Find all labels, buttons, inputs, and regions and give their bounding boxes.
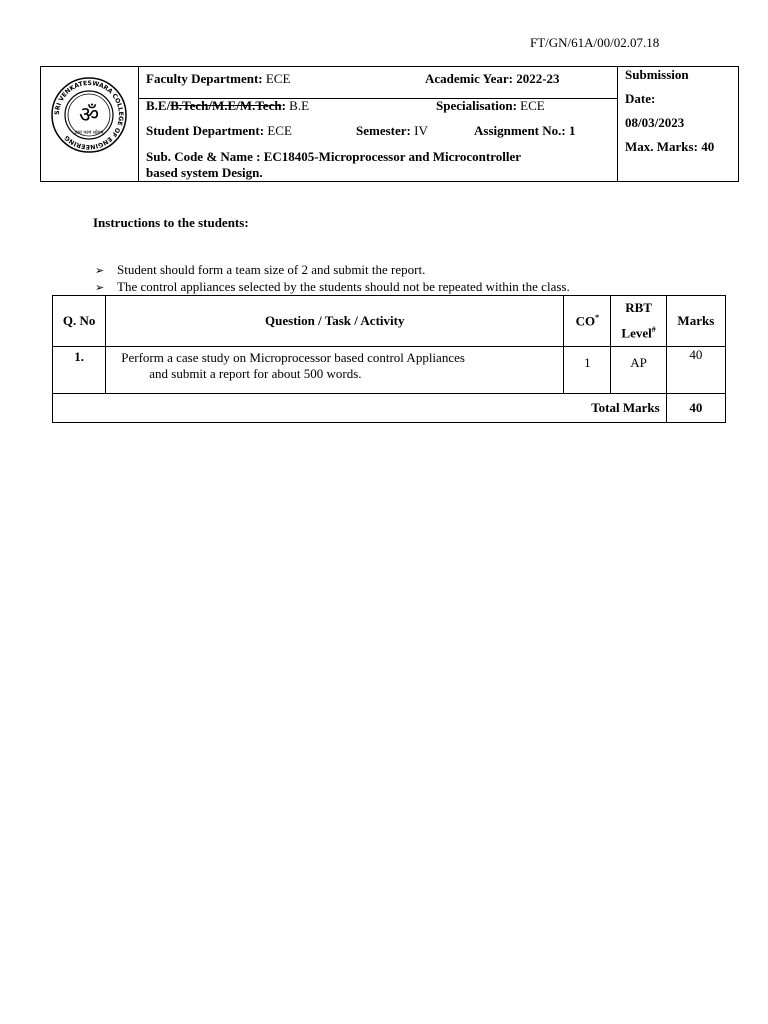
total-value: 40	[666, 394, 725, 423]
degree-value: B.E	[289, 98, 310, 113]
semester-value: IV	[414, 123, 428, 138]
assignment-number-label: Assignment No.:	[474, 123, 566, 138]
question-table	[52, 295, 726, 423]
header-rbt-level	[611, 296, 666, 347]
logo-motto: ज्ञानं परमं ध्येयम्	[74, 130, 104, 136]
subject-value-line1: EC18405-Microprocessor and Microcontroller	[263, 149, 522, 164]
max-marks-value: 40	[701, 139, 715, 154]
assignment-number-value: 1	[568, 123, 576, 138]
college-logo-icon	[50, 76, 128, 154]
cell-marks: 40	[666, 347, 725, 394]
academic-year-value: 2022-23	[516, 71, 560, 86]
header-qno: Q. No	[53, 296, 106, 347]
faculty-department-value: ECE	[265, 71, 291, 86]
student-department-label: Student Department:	[146, 123, 265, 138]
student-department	[146, 123, 292, 139]
specialisation-value: ECE	[520, 98, 545, 113]
header-rbt-level-label: Level	[621, 325, 652, 341]
subject-value-line2: based system Design.	[146, 165, 263, 180]
header-rbt-superscript: #	[651, 325, 656, 335]
faculty-department-label: Faculty Department:	[146, 71, 263, 86]
instruction-item	[95, 262, 425, 278]
submission-label-1: Submission	[625, 67, 689, 82]
header-co-label: CO	[575, 313, 596, 329]
cell-co: 1	[564, 347, 611, 394]
subject	[146, 149, 521, 165]
academic-year	[425, 71, 560, 87]
header-co	[564, 296, 611, 347]
specialisation	[436, 98, 545, 114]
arrow-bullet-icon: ➢	[95, 264, 105, 277]
instruction-item	[95, 279, 570, 295]
instruction-text: Student should form a team size of 2 and submit the report.	[117, 262, 426, 277]
subject-label: Sub. Code & Name :	[146, 149, 261, 164]
header-right-divider	[617, 66, 618, 182]
student-department-value: ECE	[267, 123, 292, 138]
semester	[356, 123, 428, 139]
cell-qno: 1.	[53, 347, 106, 394]
submission-date: 08/03/2023	[625, 115, 685, 130]
header-marks: Marks	[666, 296, 725, 347]
degree-separator: :	[281, 98, 286, 113]
assignment-number	[474, 123, 575, 139]
table-header-row	[53, 296, 726, 347]
total-label: Total Marks	[53, 394, 667, 423]
specialisation-label: Specialisation:	[436, 98, 517, 113]
total-row	[53, 394, 726, 423]
max-marks-label: Max. Marks:	[625, 139, 698, 154]
submission-label-2: Date:	[625, 91, 656, 106]
degree	[146, 98, 309, 114]
semester-label: Semester:	[356, 123, 411, 138]
header-co-superscript: *	[595, 312, 600, 322]
cell-question	[106, 347, 564, 394]
logo-ring-text: SRI VENKATESWARA COLLEGE OF ENGINEERING	[53, 79, 125, 151]
instructions-title: Instructions to the students:	[93, 215, 249, 230]
cell-rbt: AP	[611, 347, 666, 394]
header-rbt-line2	[611, 319, 665, 344]
max-marks	[625, 139, 714, 155]
instruction-text: The control appliances selected by the students should not be repeated within the class.	[117, 279, 570, 294]
table-row	[53, 347, 726, 394]
header-rbt-line1: RBT	[625, 300, 652, 316]
academic-year-label: Academic Year:	[425, 71, 513, 86]
degree-struck-options: B.Tech/M.E/M.Tech	[170, 98, 282, 113]
document-reference-code: FT/GN/61A/00/02.07.18	[530, 35, 660, 50]
question-line1: Perform a case study on Microprocessor based control Appliances	[121, 350, 465, 365]
logo-om-glyph: ॐ	[78, 103, 100, 128]
header-question: Question / Task / Activity	[106, 296, 564, 347]
question-line2: and submit a report for about 500 words.	[149, 366, 362, 381]
arrow-bullet-icon: ➢	[95, 281, 105, 294]
degree-prefix: B.E/	[146, 98, 171, 113]
faculty-department	[146, 71, 290, 87]
